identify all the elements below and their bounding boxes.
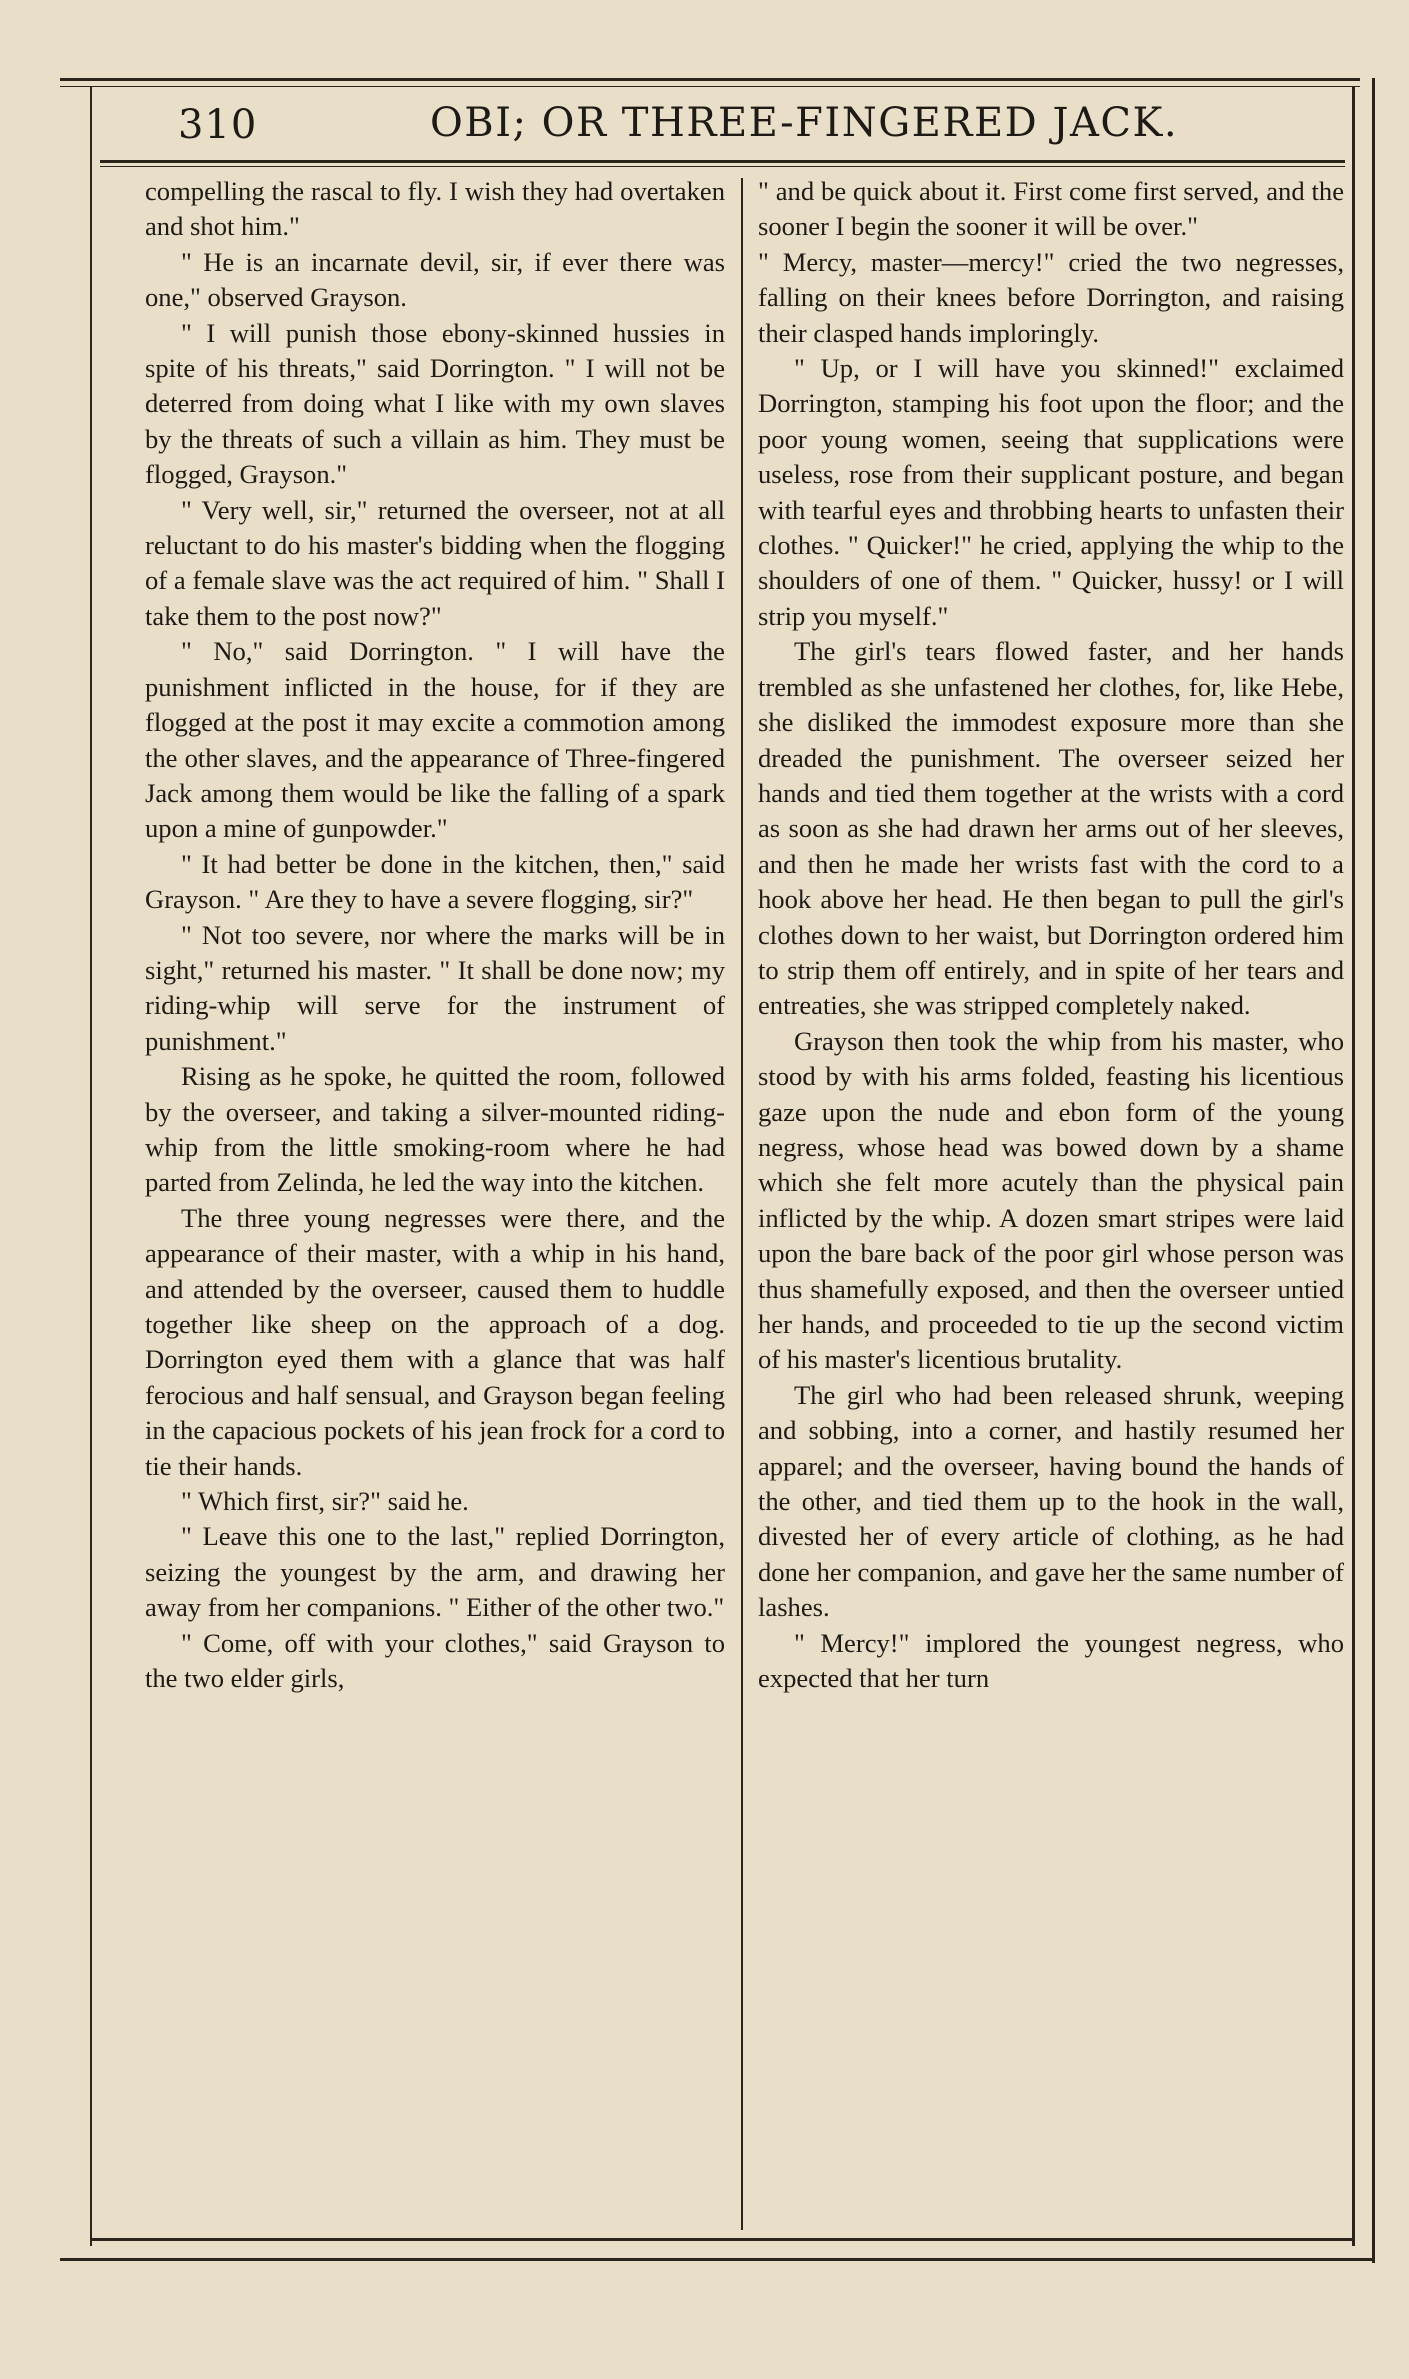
outer-right-border — [1372, 78, 1375, 2263]
right-column — [758, 174, 1344, 1696]
bottom-rule-outer — [60, 2258, 1375, 2261]
paragraph: " Mercy!" implored the youngest negress, who expected that her turn — [758, 1627, 1344, 1694]
paragraph: The girl who had been released shrunk, weeping and sobbing, into a corner, and hastily resumed her apparel; and the overseer, having bound the hands of the other, and tied them up to the hook in the wall, divested her of every article of clothing, as he had done her companion, and gave her the same number of lashes. — [758, 1379, 1344, 1623]
bottom-rule — [92, 2238, 1354, 2241]
right-border — [1352, 86, 1355, 2246]
paragraph: " Come, off with your clothes," said Grayson to the two elder girls, — [145, 1627, 725, 1694]
paragraph: " Very well, sir," returned the overseer, not at all reluctant to do his master's bidding when the flogging of a female slave was the act required of him. " Shall I take them to the post now?" — [145, 494, 725, 631]
top-rule-thin — [60, 86, 1360, 87]
header-underline-thin — [100, 166, 1345, 167]
paragraph: The three young negresses were there, and the appearance of their master, with a whip in his hand, and attended by the overseer, caused them to huddle together like sheep on the approach of a dog. Dorrington eyed them with a glance that was half ferocious and half sensual, and Grayson began feeling in the capacious pockets of his jean frock for a cord to tie their hands. — [145, 1202, 725, 1481]
header-underline — [100, 160, 1345, 163]
paragraph: " Not too severe, nor where the marks will be in sight," returned his master. " It shall be done now; my riding-whip will serve for the instrument of punishment." — [145, 919, 725, 1056]
paragraph: The girl's tears flowed faster, and her hands trembled as she unfastened her clothes, for, like Hebe, she disliked the immodest exposure more than she dreaded the punishment. The overseer seized her hands and tied them together at the wrists with a cord as soon as she had drawn her arms out of her sleeves, and then he made her wrists fast with the cord to a hook above her head. He then began to pull the girl's clothes down to her waist, but Dorrington ordered him to strip them off entirely, and in spite of her tears and entreaties, she was stripped completely naked. — [758, 636, 1344, 1021]
paragraph: " Mercy, master—mercy!" cried the two negresses, falling on their knees before Dorrington, and raising their clasped hands imploringly. — [758, 246, 1344, 348]
paragraph: " and be quick about it. First come first served, and the sooner I begin the sooner it will be over." — [758, 176, 1344, 242]
paragraph: " I will punish those ebony-skinned hussies in spite of his threats," said Dorrington. " I will not be deterred from doing what I like with my own slaves by the threats of such a villain as him. They must be flogged, Grayson." — [145, 317, 725, 490]
paragraph: compelling the rascal to fly. I wish they had overtaken and shot him." — [145, 176, 725, 242]
paragraph: " No," said Dorrington. " I will have the punishment inflicted in the house, for if they are flogged at the post it may excite a commotion among the other slaves, and the appearance of Three-fingered Jack among them would be like the falling of a spark upon a mine of gunpowder." — [145, 636, 725, 844]
page-number: 310 — [178, 102, 258, 148]
paragraph: " He is an incarnate devil, sir, if ever there was one," observed Grayson. — [145, 246, 725, 313]
left-border — [90, 86, 92, 2246]
top-rule — [60, 78, 1360, 81]
paragraph: Grayson then took the whip from his master, who stood by with his arms folded, feasting his licentious gaze upon the nude and ebon form of the young negress, whose head was bowed down by a shame which she felt more acutely than the physical pain inflicted by the whip. A dozen smart stripes were laid upon the bare back of the poor girl whose person was thus shamefully exposed, and then the overseer untied her hands, and proceeded to tie up the second victim of his master's licentious brutality. — [758, 1025, 1344, 1375]
left-column — [145, 174, 725, 1696]
paragraph: " Which first, sir?" said he. — [181, 1486, 469, 1517]
paragraph: " It had better be done in the kitchen, then," said Grayson. " Are they to have a severe flogging, sir?" — [145, 848, 725, 915]
running-title: OBI; OR THREE-FINGERED JACK. — [430, 100, 1179, 146]
column-divider — [741, 178, 743, 2230]
paragraph: " Leave this one to the last," replied Dorrington, seizing the youngest by the arm, and drawing her away from her companions. " Either of the other two." — [145, 1521, 725, 1623]
paragraph: " Up, or I will have you skinned!" exclaimed Dorrington, stamping his foot upon the floor; and the poor young women, seeing that supplications were useless, rose from their supplicant posture, and began with tearful eyes and throbbing hearts to unfasten their clothes. " Quicker!" he cried, applying the whip to the shoulders of one of them. " Quicker, hussy! or I will strip you myself." — [758, 353, 1344, 631]
paragraph: Rising as he spoke, he quitted the room, followed by the overseer, and taking a silver-mounted riding-whip from the little smoking-room where he had parted from Zelinda, he led the way into the kitchen. — [145, 1061, 725, 1198]
